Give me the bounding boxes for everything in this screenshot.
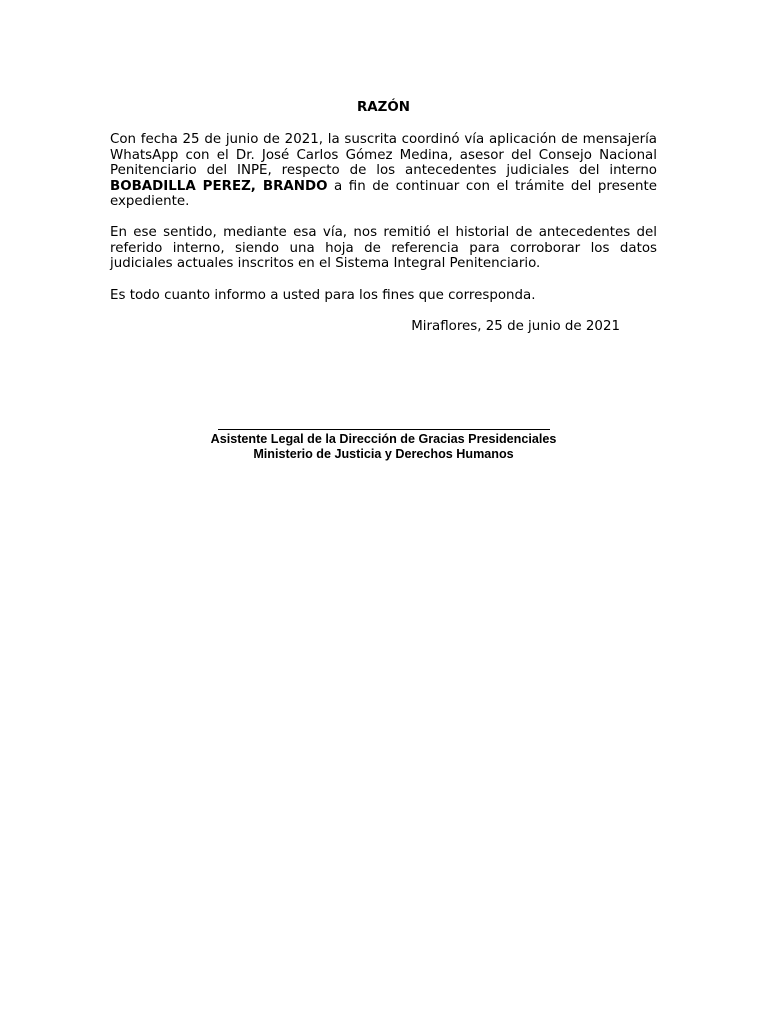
inmate-name: BOBADILLA PEREZ, BRANDO — [110, 178, 328, 194]
signature-block — [110, 432, 657, 461]
document-page — [110, 0, 657, 1024]
paragraph-coordination-text-before: Con fecha 25 de junio de 2021, la suscrita coordinó vía aplicación de mensajería WhatsApp con el Dr. José Carlos Gómez Medina, asesor del Consejo Nacional Penitenciario del INPE, respecto de los antecedentes judiciales del interno — [110, 132, 657, 179]
place-and-date: Miraflores, 25 de junio de 2021 — [411, 319, 620, 334]
paragraph-closing: Es todo cuanto informo a usted para los fines que corresponda. — [110, 288, 536, 303]
paragraph-history: En ese sentido, mediante esa vía, nos remitió el historial de antecedentes del referido interno, siendo una hoja de referencia para corroborar los datos judiciales actuales inscritos en el Sistema Integral Penitenciario. — [110, 225, 657, 272]
paragraph-coordination-text-after: a fin de continuar con el trámite del presente expediente. — [110, 178, 658, 210]
signature-line — [218, 429, 550, 430]
signer-role: Asistente Legal de la Dirección de Gracias Presidenciales — [210, 432, 557, 446]
paragraph-coordination — [110, 132, 657, 210]
document-title: RAZÓN — [357, 100, 410, 115]
signer-institution: Ministerio de Justicia y Derechos Humanos — [253, 446, 514, 461]
